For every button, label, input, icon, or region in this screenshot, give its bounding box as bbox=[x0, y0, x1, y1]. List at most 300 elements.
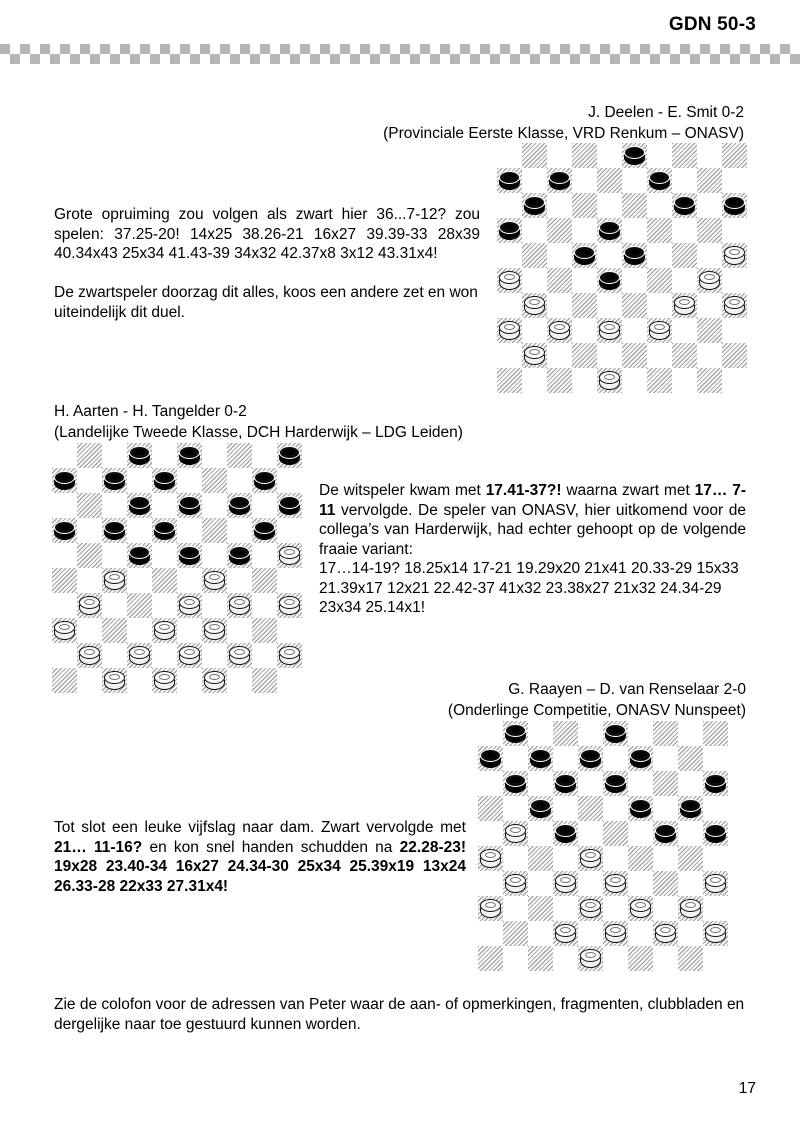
board-square bbox=[202, 668, 227, 693]
board-square bbox=[102, 618, 127, 643]
board-square bbox=[252, 443, 277, 468]
board-square bbox=[528, 871, 553, 896]
board-square bbox=[202, 593, 227, 618]
board-square bbox=[578, 771, 603, 796]
draughts-board-2 bbox=[52, 443, 302, 693]
board-square bbox=[703, 796, 728, 821]
white-piece bbox=[649, 321, 670, 340]
board-square bbox=[52, 518, 77, 543]
checkered-divider bbox=[0, 44, 800, 64]
board-square bbox=[227, 493, 252, 518]
board-square bbox=[202, 618, 227, 643]
white-piece bbox=[524, 346, 545, 365]
board-square bbox=[653, 946, 678, 971]
white-piece bbox=[505, 824, 526, 843]
board-square bbox=[522, 293, 547, 318]
board-square bbox=[703, 921, 728, 946]
checkered-divider-row-top bbox=[0, 44, 800, 54]
board-square bbox=[697, 143, 722, 168]
black-piece bbox=[104, 471, 125, 490]
board-square bbox=[547, 218, 572, 243]
board-square bbox=[597, 318, 622, 343]
board-square bbox=[127, 668, 152, 693]
board-square bbox=[522, 343, 547, 368]
board-square bbox=[252, 568, 277, 593]
board-square bbox=[622, 318, 647, 343]
board-square bbox=[647, 368, 672, 393]
board-square bbox=[77, 443, 102, 468]
board-square bbox=[528, 921, 553, 946]
board-square bbox=[227, 543, 252, 568]
board-square bbox=[202, 543, 227, 568]
board-square bbox=[647, 243, 672, 268]
black-piece bbox=[655, 824, 676, 843]
board-square bbox=[227, 568, 252, 593]
black-piece bbox=[530, 799, 551, 818]
board-square bbox=[277, 593, 302, 618]
white-piece bbox=[555, 874, 576, 893]
white-piece bbox=[229, 646, 250, 665]
white-piece bbox=[549, 321, 570, 340]
white-piece bbox=[204, 571, 225, 590]
board-square bbox=[697, 218, 722, 243]
board-square bbox=[722, 243, 747, 268]
board-square bbox=[177, 593, 202, 618]
board-square bbox=[152, 443, 177, 468]
board-square bbox=[152, 568, 177, 593]
white-piece bbox=[705, 924, 726, 943]
black-piece bbox=[54, 471, 75, 490]
board-square bbox=[478, 746, 503, 771]
board-square bbox=[277, 668, 302, 693]
board-square bbox=[528, 821, 553, 846]
black-piece bbox=[154, 471, 175, 490]
board-square bbox=[578, 746, 603, 771]
board-square bbox=[603, 921, 628, 946]
board-square bbox=[177, 568, 202, 593]
board-square bbox=[697, 243, 722, 268]
board-square bbox=[497, 293, 522, 318]
white-piece bbox=[555, 924, 576, 943]
board-square bbox=[722, 368, 747, 393]
board-square bbox=[127, 543, 152, 568]
black-piece bbox=[279, 496, 300, 515]
board-square bbox=[603, 946, 628, 971]
board-square bbox=[628, 721, 653, 746]
white-piece bbox=[204, 621, 225, 640]
white-piece bbox=[279, 546, 300, 565]
board-square bbox=[202, 643, 227, 668]
board-square bbox=[628, 896, 653, 921]
board-square bbox=[277, 443, 302, 468]
board-square bbox=[522, 368, 547, 393]
board-square bbox=[277, 493, 302, 518]
black-piece bbox=[480, 749, 501, 768]
black-piece bbox=[624, 246, 645, 265]
board-square bbox=[572, 268, 597, 293]
board-square bbox=[522, 268, 547, 293]
board-square bbox=[722, 318, 747, 343]
board-square bbox=[553, 721, 578, 746]
board-square bbox=[653, 721, 678, 746]
board-square bbox=[628, 946, 653, 971]
board-square bbox=[503, 921, 528, 946]
board-square bbox=[152, 618, 177, 643]
white-piece bbox=[104, 671, 125, 690]
board-square bbox=[252, 468, 277, 493]
board-square bbox=[522, 318, 547, 343]
board-square bbox=[522, 143, 547, 168]
board-square bbox=[603, 721, 628, 746]
board-square bbox=[697, 343, 722, 368]
board-square bbox=[478, 721, 503, 746]
board-square bbox=[52, 593, 77, 618]
black-piece bbox=[599, 221, 620, 240]
footer-note: Zie de colofon voor de adressen van Peter waar de aan- of opmerkingen, fragmenten, clubbladen en dergelijke naar toe gestuurd kunnen worden. bbox=[54, 996, 745, 1033]
board-square bbox=[497, 143, 522, 168]
board-square bbox=[547, 368, 572, 393]
board-square bbox=[647, 343, 672, 368]
black-piece bbox=[129, 446, 150, 465]
board-square bbox=[277, 468, 302, 493]
board-square bbox=[622, 168, 647, 193]
board-square bbox=[152, 543, 177, 568]
white-piece bbox=[154, 671, 175, 690]
board-square bbox=[603, 896, 628, 921]
white-piece bbox=[580, 849, 601, 868]
board-square bbox=[647, 218, 672, 243]
board-square bbox=[603, 846, 628, 871]
page-title: GDN 50-3 bbox=[668, 14, 756, 35]
white-piece bbox=[279, 596, 300, 615]
board-square bbox=[277, 568, 302, 593]
white-piece bbox=[605, 924, 626, 943]
board-square bbox=[572, 318, 597, 343]
black-piece bbox=[179, 496, 200, 515]
white-piece bbox=[724, 246, 745, 265]
board-square bbox=[697, 368, 722, 393]
board-square bbox=[672, 218, 697, 243]
board-square bbox=[77, 593, 102, 618]
game-1-commentary-2: De zwartspeler doorzag dit alles, koos een andere zet en won uiteindelijk dit duel. bbox=[54, 284, 478, 321]
board-square bbox=[672, 343, 697, 368]
black-piece bbox=[574, 246, 595, 265]
board-square bbox=[603, 746, 628, 771]
board-square bbox=[127, 643, 152, 668]
white-piece bbox=[79, 596, 100, 615]
board-square bbox=[672, 193, 697, 218]
board-square bbox=[547, 343, 572, 368]
board-square bbox=[52, 443, 77, 468]
board-square bbox=[597, 293, 622, 318]
black-piece bbox=[505, 724, 526, 743]
board-square bbox=[622, 243, 647, 268]
board-square bbox=[653, 796, 678, 821]
board-square bbox=[678, 721, 703, 746]
board-square bbox=[628, 821, 653, 846]
board-square bbox=[528, 746, 553, 771]
game-3-title: G. Raayen – D. van Renselaar 2-0 bbox=[508, 681, 746, 698]
board-square bbox=[522, 218, 547, 243]
white-piece bbox=[505, 874, 526, 893]
board-square bbox=[503, 846, 528, 871]
board-square bbox=[478, 821, 503, 846]
game-1-commentary: Grote opruiming zou volgen als zwart hier 36...7-12? zou spelen: 37.25-20! 14x25 38.26-21 16x27 39.39-33 28x39 40.34x43 25x34 41.43-39 34x32 42.37x8 3x12 43.31x4! bbox=[54, 206, 480, 262]
board-square bbox=[722, 343, 747, 368]
board-square bbox=[597, 168, 622, 193]
board-square bbox=[152, 518, 177, 543]
board-square bbox=[553, 796, 578, 821]
black-piece bbox=[605, 774, 626, 793]
board-square bbox=[497, 193, 522, 218]
draughts-board-1 bbox=[497, 143, 747, 393]
board-square bbox=[672, 368, 697, 393]
board-square bbox=[497, 218, 522, 243]
board-square bbox=[597, 243, 622, 268]
board-square bbox=[152, 668, 177, 693]
board-square bbox=[672, 143, 697, 168]
board-square bbox=[572, 343, 597, 368]
board-square bbox=[578, 946, 603, 971]
board-square bbox=[553, 946, 578, 971]
black-piece bbox=[705, 824, 726, 843]
board-square bbox=[227, 643, 252, 668]
board-square bbox=[672, 243, 697, 268]
white-piece bbox=[229, 596, 250, 615]
white-piece bbox=[699, 271, 720, 290]
board-square bbox=[478, 846, 503, 871]
board-square bbox=[703, 771, 728, 796]
board-square bbox=[522, 243, 547, 268]
white-piece bbox=[179, 596, 200, 615]
board-square bbox=[503, 746, 528, 771]
board-square bbox=[678, 771, 703, 796]
black-piece bbox=[499, 221, 520, 240]
board-square bbox=[177, 443, 202, 468]
board-square bbox=[152, 593, 177, 618]
board-square bbox=[497, 243, 522, 268]
board-square bbox=[653, 771, 678, 796]
board-square bbox=[653, 821, 678, 846]
black-piece bbox=[705, 774, 726, 793]
board-square bbox=[177, 668, 202, 693]
board-square bbox=[722, 143, 747, 168]
board-square bbox=[52, 543, 77, 568]
board-square bbox=[603, 796, 628, 821]
board-square bbox=[127, 468, 152, 493]
board-square bbox=[678, 921, 703, 946]
board-square bbox=[503, 871, 528, 896]
white-piece bbox=[674, 296, 695, 315]
board-square bbox=[177, 543, 202, 568]
black-piece bbox=[524, 196, 545, 215]
board-square bbox=[678, 796, 703, 821]
board-square bbox=[52, 668, 77, 693]
board-square bbox=[628, 771, 653, 796]
board-square bbox=[622, 293, 647, 318]
board-square bbox=[77, 543, 102, 568]
board-square bbox=[578, 896, 603, 921]
game-1-subtitle: (Provinciale Eerste Klasse, VRD Renkum – ONASV) bbox=[383, 125, 744, 142]
board-square bbox=[127, 493, 152, 518]
board-square bbox=[202, 493, 227, 518]
game-3-subtitle: (Onderlinge Competitie, ONASV Nunspeet) bbox=[447, 702, 746, 719]
draughts-board-3 bbox=[478, 721, 728, 971]
white-piece bbox=[480, 899, 501, 918]
board-square bbox=[697, 168, 722, 193]
board-square bbox=[722, 218, 747, 243]
board-square bbox=[703, 896, 728, 921]
board-square bbox=[52, 618, 77, 643]
board-square bbox=[52, 568, 77, 593]
board-square bbox=[653, 746, 678, 771]
board-square bbox=[672, 293, 697, 318]
black-piece bbox=[724, 196, 745, 215]
black-piece bbox=[254, 521, 275, 540]
board-square bbox=[647, 143, 672, 168]
white-piece bbox=[54, 621, 75, 640]
board-square bbox=[478, 946, 503, 971]
board-square bbox=[672, 268, 697, 293]
board-square bbox=[597, 268, 622, 293]
board-square bbox=[672, 168, 697, 193]
white-piece bbox=[599, 321, 620, 340]
board-square bbox=[697, 268, 722, 293]
board-square bbox=[503, 796, 528, 821]
board-square bbox=[597, 368, 622, 393]
board-square bbox=[102, 468, 127, 493]
board-square bbox=[227, 668, 252, 693]
board-square bbox=[227, 443, 252, 468]
board-square bbox=[177, 618, 202, 643]
board-square bbox=[547, 143, 572, 168]
board-square bbox=[553, 921, 578, 946]
white-piece bbox=[79, 646, 100, 665]
board-square bbox=[152, 643, 177, 668]
white-piece bbox=[480, 849, 501, 868]
black-piece bbox=[154, 521, 175, 540]
white-piece bbox=[655, 924, 676, 943]
board-square bbox=[528, 896, 553, 921]
board-square bbox=[572, 193, 597, 218]
board-square bbox=[628, 746, 653, 771]
board-square bbox=[703, 821, 728, 846]
board-square bbox=[522, 168, 547, 193]
board-square bbox=[547, 268, 572, 293]
board-square bbox=[572, 243, 597, 268]
board-square bbox=[572, 218, 597, 243]
board-square bbox=[102, 593, 127, 618]
board-square bbox=[277, 618, 302, 643]
board-square bbox=[102, 643, 127, 668]
board-square bbox=[647, 168, 672, 193]
board-square bbox=[703, 846, 728, 871]
board-square bbox=[597, 343, 622, 368]
white-piece bbox=[630, 899, 651, 918]
black-piece bbox=[549, 171, 570, 190]
board-square bbox=[152, 493, 177, 518]
board-square bbox=[703, 746, 728, 771]
board-square bbox=[622, 368, 647, 393]
board-square bbox=[572, 368, 597, 393]
board-square bbox=[503, 946, 528, 971]
board-square bbox=[653, 871, 678, 896]
board-square bbox=[597, 143, 622, 168]
board-square bbox=[528, 721, 553, 746]
board-square bbox=[252, 518, 277, 543]
board-square bbox=[553, 896, 578, 921]
board-square bbox=[547, 243, 572, 268]
board-square bbox=[227, 468, 252, 493]
board-square bbox=[578, 796, 603, 821]
black-piece bbox=[229, 496, 250, 515]
board-square bbox=[102, 443, 127, 468]
board-square bbox=[578, 871, 603, 896]
board-square bbox=[578, 821, 603, 846]
board-square bbox=[647, 318, 672, 343]
board-square bbox=[497, 343, 522, 368]
board-square bbox=[547, 318, 572, 343]
black-piece bbox=[179, 546, 200, 565]
board-square bbox=[722, 168, 747, 193]
black-piece bbox=[530, 749, 551, 768]
board-square bbox=[553, 846, 578, 871]
board-square bbox=[252, 593, 277, 618]
board-square bbox=[277, 518, 302, 543]
board-square bbox=[102, 668, 127, 693]
board-square bbox=[678, 871, 703, 896]
board-square bbox=[547, 168, 572, 193]
board-square bbox=[553, 821, 578, 846]
board-square bbox=[102, 543, 127, 568]
board-square bbox=[503, 896, 528, 921]
board-square bbox=[628, 846, 653, 871]
board-square bbox=[578, 921, 603, 946]
board-square bbox=[622, 268, 647, 293]
board-square bbox=[678, 946, 703, 971]
white-piece bbox=[524, 296, 545, 315]
board-square bbox=[478, 796, 503, 821]
board-square bbox=[653, 896, 678, 921]
board-square bbox=[678, 896, 703, 921]
board-square bbox=[77, 568, 102, 593]
game-2-commentary: De witspeler kwam met 17.41-37?! waarna zwart met 17… 7-11 vervolgde. De speler van ONASV, hier uitkomend voor de collega’s van Harderwijk, had echter gehoopt op de volgende fraaie variant: bbox=[319, 482, 746, 558]
board-square bbox=[177, 518, 202, 543]
white-piece bbox=[599, 371, 620, 390]
white-piece bbox=[680, 899, 701, 918]
board-square bbox=[678, 846, 703, 871]
game-2-title: H. Aarten - H. Tangelder 0-2 bbox=[54, 403, 247, 420]
board-square bbox=[127, 518, 152, 543]
black-piece bbox=[229, 546, 250, 565]
board-square bbox=[678, 746, 703, 771]
white-piece bbox=[705, 874, 726, 893]
board-square bbox=[152, 468, 177, 493]
board-square bbox=[528, 946, 553, 971]
white-piece bbox=[204, 671, 225, 690]
board-square bbox=[522, 193, 547, 218]
board-square bbox=[622, 343, 647, 368]
board-square bbox=[547, 293, 572, 318]
board-square bbox=[578, 846, 603, 871]
board-square bbox=[528, 771, 553, 796]
board-square bbox=[647, 268, 672, 293]
board-square bbox=[628, 871, 653, 896]
board-square bbox=[703, 871, 728, 896]
board-square bbox=[603, 821, 628, 846]
board-square bbox=[653, 846, 678, 871]
board-square bbox=[553, 771, 578, 796]
